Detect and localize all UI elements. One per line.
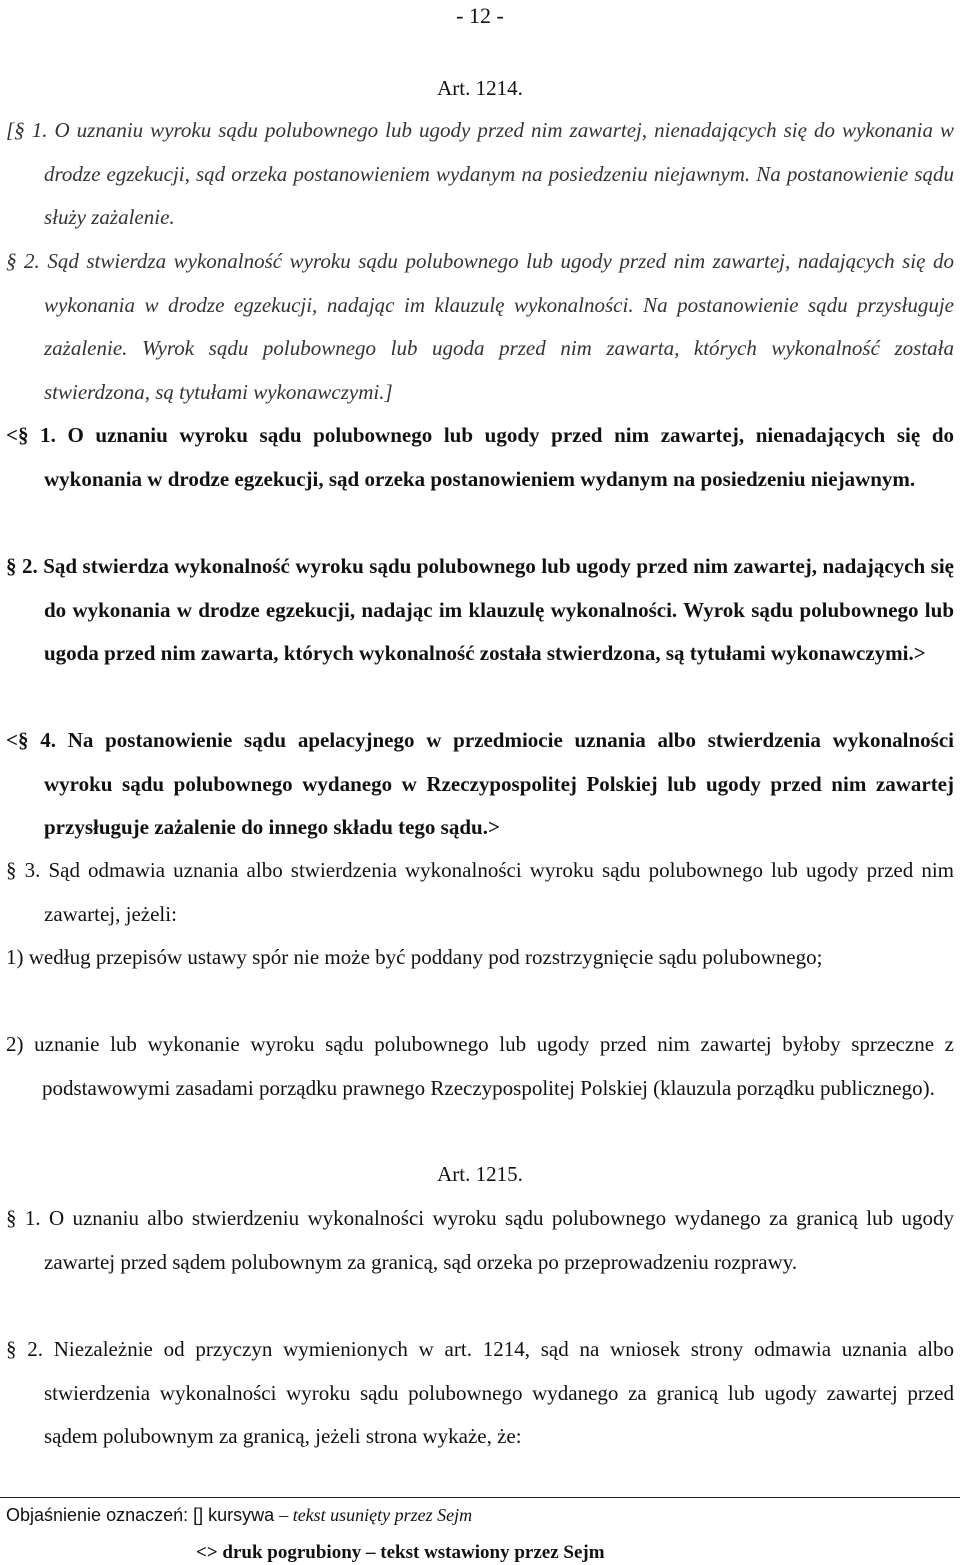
footer-legend — [6, 1503, 960, 1527]
paragraph-2-inserted: § 2. Sąd stwierdza wykonalność wyroku sądu polubownego lub ugody przed nim zawartej, nadających się do wykonania w drodze egzekucji, nadając im klauzulę wykonalności. Wyrok sądu polubownego lub ugoda przed nim zawarta, których wykonalność została stwierdzona, są tytułami wykonawczymi.> — [6, 554, 954, 665]
article-1215-paragraph-2: § 2. Niezależnie od przyczyn wymienionych w art. 1214, sąd na wniosek strony odmawia uznania albo stwierdzenia wykonalności wyroku sądu polubownego wydanego za granicą lub ugody zawartej przed sądem polubownym za granicą, jeżeli strona wykaże, że: — [6, 1337, 954, 1448]
page-number: - 12 - — [456, 3, 504, 28]
paragraph-3: § 3. Sąd odmawia uznania albo stwierdzenia wykonalności wyroku sądu polubownego lub ugody przed nim zawartej, jeżeli: — [6, 858, 954, 926]
paragraph-4-inserted: <§ 4. Na postanowienie sądu apelacyjnego w przedmiocie uznania albo stwierdzenia wykonalności wyroku sądu polubownego wydanego w Rzeczypospolitej Polskiej lub ugody przed nim zawartej przysługuje zażalenie do innego składu tego sądu.> — [6, 728, 954, 839]
list-item-1: 1) według przepisów ustawy spór nie może być poddany pod rozstrzygnięcie sądu polubownego; — [6, 945, 823, 969]
footer-divider — [0, 1497, 960, 1498]
footer-legend-label: Objaśnienie oznaczeń: — [6, 1505, 189, 1525]
paragraph-1-inserted: <§ 1. O uznaniu wyroku sądu polubownego lub ugody przed nim zawartej, nienadających się do wykonania w drodze egzekucji, sąd orzeka postanowieniem wydanym na posiedzeniu niejawnym. — [6, 423, 954, 491]
article-1215-title: Art. 1215. — [437, 1162, 523, 1186]
list-item-2: 2) uznanie lub wykonanie wyroku sądu polubownego lub ugody przed nim zawartej byłoby sprzeczne z podstawowymi zasadami porządku prawnego Rzeczypospolitej Polskiej (klauzula porządku publicznego). — [6, 1032, 954, 1100]
footer-legend-italic-desc: – tekst usunięty przez Sejm — [279, 1505, 473, 1525]
footer-legend-italic-marker: [] kursywa — [193, 1505, 275, 1525]
paragraph-1-removed: [§ 1. O uznaniu wyroku sądu polubownego lub ugody przed nim zawartej, nienadających się do wykonania w drodze egzekucji, sąd orzeka postanowieniem wydanym na posiedzeniu niejawnym. Na postanowienie sądu służy zażalenie. — [6, 118, 954, 229]
article-1214-title: Art. 1214. — [437, 76, 523, 100]
paragraph-2-removed: § 2. Sąd stwierdza wykonalność wyroku sądu polubownego lub ugody przed nim zawartej, nadających się do wykonania w drodze egzekucji, nadając im klauzulę wykonalności. Na postanowienie sądu przysługuje zażalenie. Wyrok sądu polubownego lub ugoda przed nim zawarta, których wykonalność została stwierdzona, są tytułami wykonawczymi.] — [6, 249, 954, 404]
footer-legend-bold: <> druk pogrubiony – tekst wstawiony przez Sejm — [196, 1542, 605, 1563]
article-1215-paragraph-1: § 1. O uznaniu albo stwierdzeniu wykonalności wyroku sądu polubownego wydanego za granicą lub ugody zawartej przed sądem polubownym za granicą, sąd orzeka po przeprowadzeniu rozprawy. — [6, 1206, 954, 1274]
